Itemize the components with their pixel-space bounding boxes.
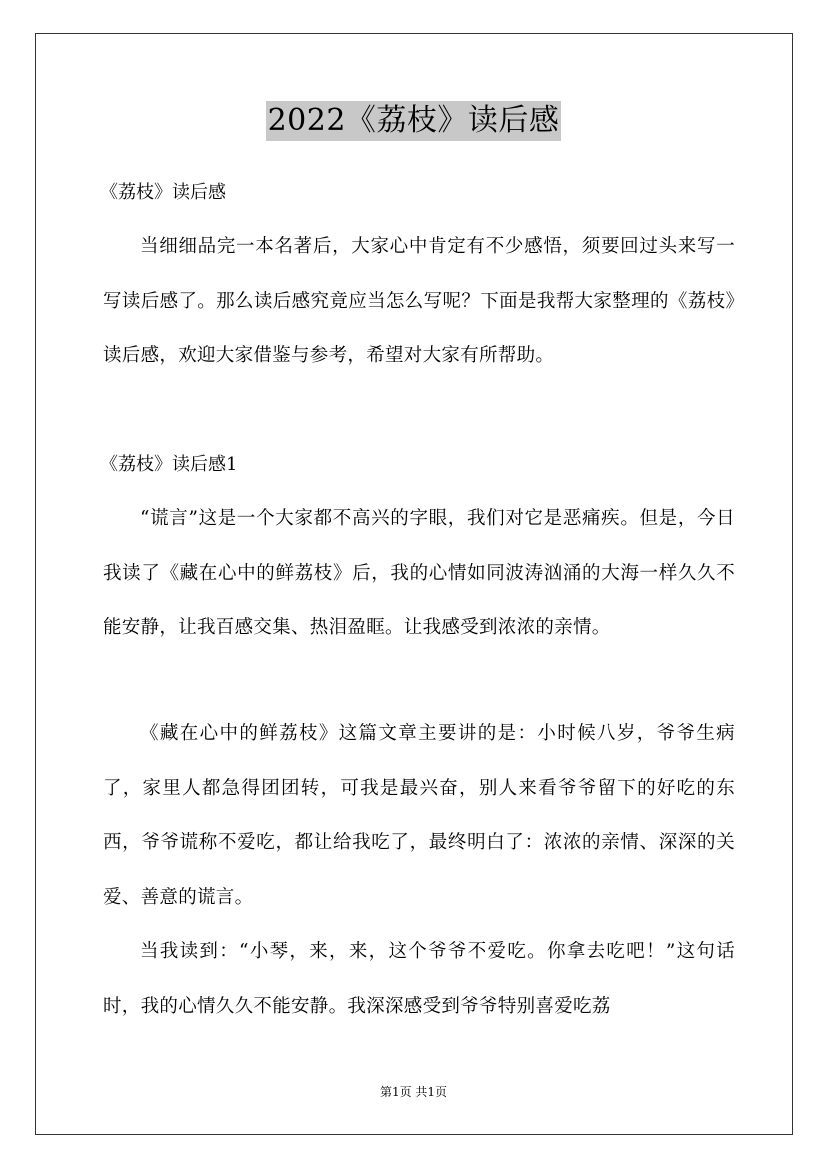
intro-paragraph: 当细细品完一本名著后，大家心中肯定有不少感悟，须要回过头来写一写读后感了。那么读后感究竟应当怎么写呢？下面是我帮大家整理的《荔枝》读后感，欢迎大家借鉴与参考，希望对大家有所帮助。 <box>103 236 735 366</box>
body-paragraph: 当我读到：“小琴，来，来，这个爷爷不爱吃。你拿去吃吧！”这句话时，我的心情久久不能安静。我深深感受到爷爷特别喜爱吃荔 <box>103 941 735 1017</box>
body-paragraph: 《藏在心中的鲜荔枝》这篇文章主要讲的是：小时候八岁，爷爷生病了，家里人都急得团团转，可我是最兴奋，别人来看爷爷留下的好吃的东西，爷爷谎称不爱吃，都让给我吃了，最终明白了：浓浓的亲情、深深的关爱、善意的谎言。 <box>103 723 735 908</box>
document-title: 2022《荔枝》读后感 <box>266 101 562 141</box>
title-wrap <box>0 101 827 141</box>
intro-heading: 《荔枝》读后感 <box>100 182 226 203</box>
section-heading: 《荔枝》读后感1 <box>100 454 238 475</box>
body-paragraph: “谎言”这是一个大家都不高兴的字眼，我们对它是恶痛疾。但是，今日我读了《藏在心中的鲜荔枝》后，我的心情如同波涛汹涌的大海一样久久不能安静，让我百感交集、热泪盈眶。让我感受到浓浓的亲情。 <box>103 508 735 638</box>
page-footer: 第1页 共1页 <box>379 1085 448 1099</box>
